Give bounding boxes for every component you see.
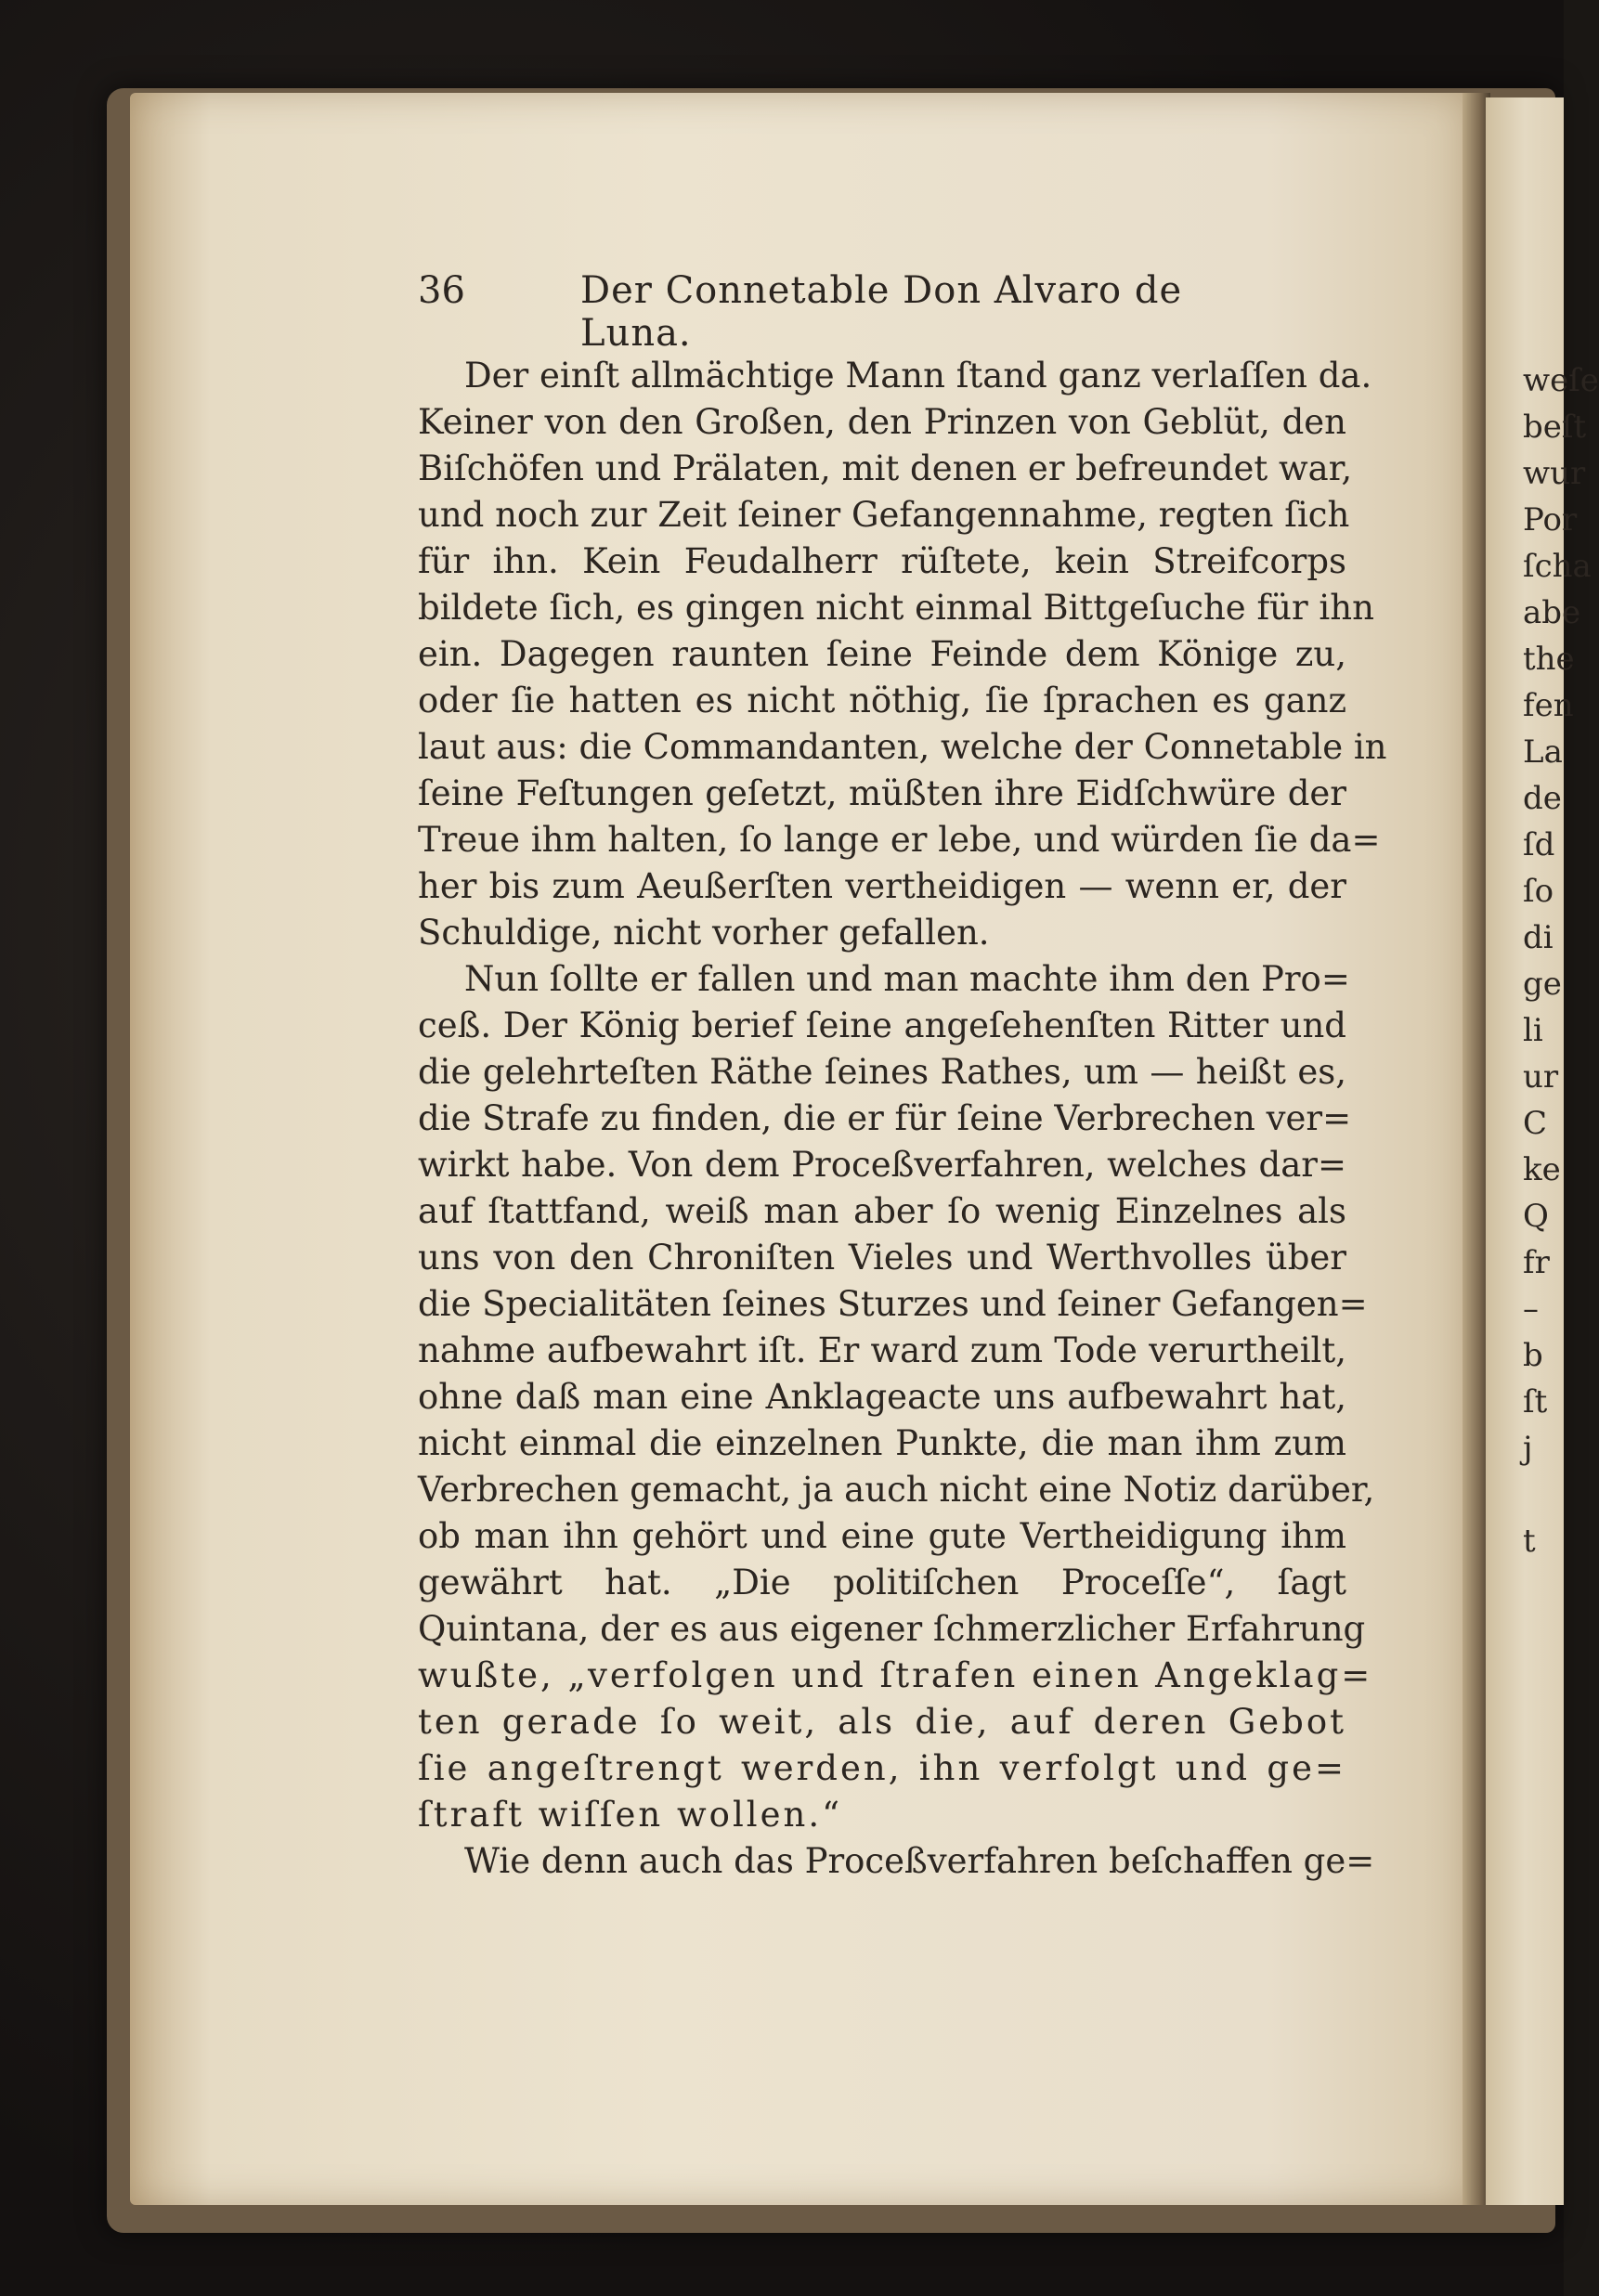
facing-page-fragment [1523, 1472, 1564, 1518]
text-line: ſtraft wiſſen wollen.“ [418, 1795, 843, 1835]
text-line: die Strafe zu finden, die er für ſeine Verbrechen ver= [418, 1098, 1352, 1138]
text-line: nicht einmal die einzelnen Punkte, die man ihm zum [418, 1423, 1346, 1463]
text-line: Biſchöfen und Prälaten, mit denen er befreundet war, [418, 448, 1353, 488]
facing-page-fragment: ſd [1523, 826, 1555, 863]
facing-page-fragment: ge [1523, 966, 1562, 1003]
facing-page-fragment [1523, 1611, 1564, 1657]
facing-page-fragment: ke [1523, 1151, 1561, 1188]
text-line: Keiner von den Großen, den Prinzen von Geblüt, den [418, 402, 1346, 442]
text-line: ohne daß man eine Anklageacte uns aufbewahrt hat, [418, 1377, 1346, 1417]
facing-page-fragment: abe [1523, 594, 1581, 631]
facing-page-fragment: fr [1523, 1244, 1550, 1281]
facing-page-fragment: di [1523, 919, 1554, 956]
facing-page-fragment: de [1523, 780, 1562, 817]
text-line: Verbrechen gemacht, ja auch nicht eine Notiz darüber, [418, 1470, 1375, 1510]
text-line: Quintana, der es aus eigener ſchmerzlicher Erfahrung [418, 1609, 1366, 1649]
facing-page-fragment: Por [1523, 501, 1578, 538]
text-line: wirkt habe. Von dem Proceßverfahren, welches dar= [418, 1145, 1346, 1185]
facing-page-fragment: ſo [1523, 873, 1554, 910]
text-line: her bis zum Aeußerſten vertheidigen — wenn er, der [418, 866, 1346, 906]
facing-page-fragment: beſt [1523, 409, 1587, 446]
facing-page-fragment: ur [1523, 1058, 1559, 1096]
facing-page-fragment: Q [1523, 1198, 1549, 1235]
facing-page-fragment: wur [1523, 455, 1586, 492]
text-line: Schuldige, nicht vorher gefallen. [418, 913, 990, 953]
facing-page-fragment: the [1523, 641, 1575, 678]
text-line: die Specialitäten ſeines Sturzes und ſeiner Gefangen= [418, 1284, 1368, 1324]
facing-page-fragment: La [1523, 733, 1563, 771]
text-line: gewährt hat. „Die politiſchen Proceſſe“, ſagt [418, 1563, 1346, 1602]
text-line: Treue ihm halten, ſo lange er lebe, und würden ſie da= [418, 820, 1381, 860]
text-line: ob man ihn gehört und eine gute Vertheidigung ihm [418, 1516, 1346, 1556]
text-line: Der einſt allmächtige Mann ſtand ganz verlaſſen da. [464, 356, 1372, 396]
facing-page-fragment: ſt [1523, 1383, 1548, 1420]
text-line: ein. Dagegen raunten ſeine Feinde dem Könige zu, [418, 634, 1346, 674]
facing-page-fragment: li [1523, 1012, 1543, 1049]
text-line: auf ſtattfand, weiß man aber ſo wenig Einzelnes als [418, 1191, 1346, 1231]
text-line: ten gerade ſo weit, als die, auf deren Gebot [418, 1702, 1346, 1742]
page-number: 36 [418, 269, 465, 312]
text-line: ceß. Der König berief ſeine angeſehenſten Ritter und [418, 1005, 1346, 1045]
body-text [418, 353, 1387, 1885]
facing-page-fragment [1523, 1704, 1564, 1750]
text-line: und noch zur Zeit ſeiner Gefangennahme, regten ſich [418, 495, 1350, 535]
facing-page-fragment: b [1523, 1337, 1543, 1374]
facing-page-fragment: ſcha [1523, 548, 1592, 585]
facing-page-fragment: weſe [1523, 362, 1599, 399]
facing-page-fragment: j [1523, 1430, 1533, 1467]
text-line: nahme aufbewahrt iſt. Er ward zum Tode verurtheilt, [418, 1330, 1346, 1370]
text-line: uns von den Chroniſten Vieles und Werthvolles über [418, 1238, 1346, 1278]
text-line: laut aus: die Commandanten, welche der Connetable in [418, 727, 1387, 767]
text-line: ſie angeſtrengt werden, ihn verfolgt und ge= [418, 1748, 1346, 1788]
text-line: ſeine Feſtungen geſetzt, müßten ihre Eidſchwüre der [418, 773, 1346, 813]
text-line: Wie denn auch das Proceßverfahren beſchaffen ge= [464, 1841, 1375, 1881]
text-line: für ihn. Kein Feudalherr rüſtete, kein Streifcorps [418, 541, 1346, 581]
text-line: wußte, „verfolgen und ſtrafen einen Angeklag= [418, 1655, 1373, 1695]
text-line: oder ſie hatten es nicht nöthig, ſie ſprachen es ganz [418, 681, 1346, 720]
facing-page-fragment: t [1523, 1523, 1536, 1560]
facing-page-fragment: C [1523, 1105, 1548, 1142]
facing-page-fragment [1523, 1564, 1564, 1611]
facing-page-fragment [1523, 1657, 1564, 1704]
facing-page-fragment: – [1523, 1291, 1539, 1328]
text-line: die gelehrteſten Räthe ſeines Rathes, um — heißt es, [418, 1052, 1346, 1092]
text-line: bildete ſich, es gingen nicht einmal Bittgeſuche für ihn [418, 588, 1374, 628]
text-line: Nun ſollte er fallen und man machte ihm den Pro= [464, 959, 1350, 999]
facing-page-fragments [1523, 357, 1599, 1750]
running-title: Der Connetable Don Alvaro de Luna. [580, 269, 1183, 355]
facing-page-fragment: fen [1523, 687, 1574, 724]
